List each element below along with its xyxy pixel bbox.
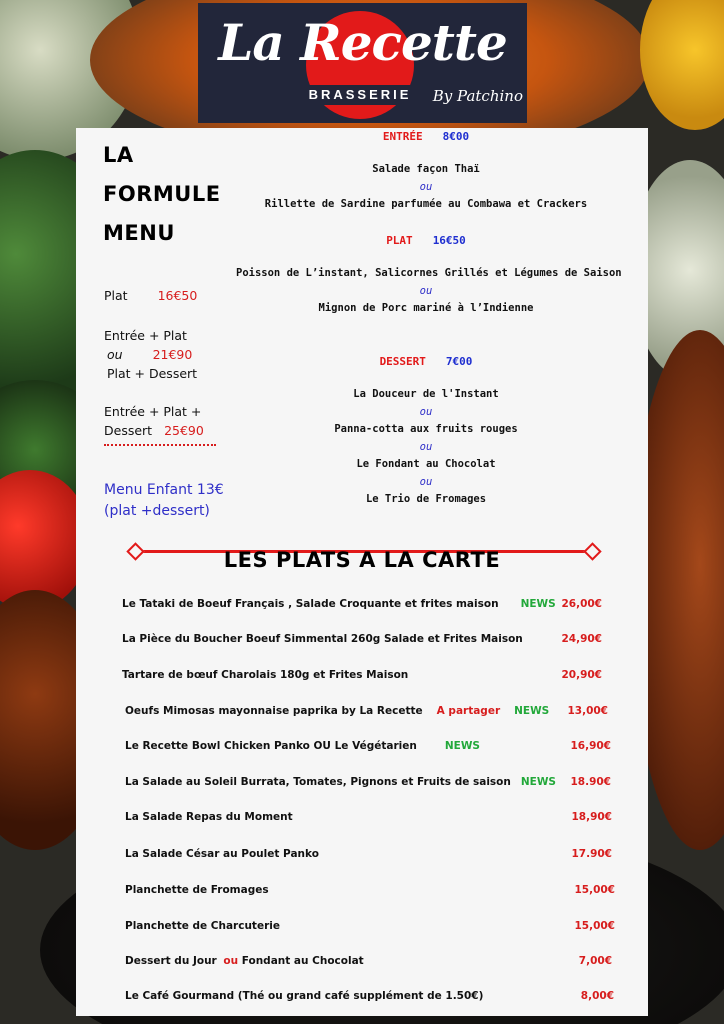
news-badge: NEWS	[444, 740, 480, 752]
dessert-dish: Le Fondant au Chocolat	[356, 458, 496, 470]
dessert-dish: Le Trio de Fromages	[365, 493, 487, 505]
ou-label: ou	[419, 406, 433, 418]
dessert-dish: La Douceur de l'Instant	[353, 388, 499, 400]
ou-label: ou	[419, 181, 433, 193]
formule-option-plat: Plat 16€50	[104, 288, 198, 303]
formule-title: LA FORMULE MENU	[103, 143, 221, 245]
logo-name: La Recette	[218, 13, 507, 72]
carte-item: Dessert du Jour ou Fondant au Chocolat 7,00€	[125, 955, 612, 967]
carte-item: Tartare de bœuf Charolais 180g et Frites Maison 20,90€	[122, 669, 602, 681]
dessert-dish: Panna-cotta aux fruits rouges	[334, 423, 518, 435]
menu-card	[76, 128, 648, 1016]
partager-badge: A partager	[436, 705, 501, 717]
plat-dish: Poisson de L’instant, Salicornes Grillés et Légumes de Saison	[236, 267, 622, 279]
carte-title: LES PLATS A LA CARTE	[223, 548, 501, 572]
carte-item: Planchette de Fromages 15,00€	[125, 884, 615, 896]
news-badge: NEWS	[514, 705, 550, 717]
menu-enfant: Menu Enfant 13€ (plat +dessert)	[104, 482, 224, 519]
carte-item: Planchette de Charcuterie 15,00€	[125, 920, 615, 932]
entree-dish: Rillette de Sardine parfumée au Combawa et Crackers	[264, 198, 588, 210]
carte-item: Le Recette Bowl Chicken Panko OU Le Végétarien NEWS 16,90€	[125, 740, 611, 752]
carte-item: La Salade Repas du Moment 18,90€	[125, 811, 612, 823]
carte-item: Le Café Gourmand (Thé ou grand café supplément de 1.50€) 8,00€	[125, 990, 614, 1002]
dotted-separator	[104, 444, 216, 446]
plat-dish: Mignon de Porc mariné à l’Indienne	[318, 302, 534, 314]
entree-heading: ENTRÉE 8€00	[382, 130, 470, 143]
ou-label: ou	[419, 285, 433, 297]
logo-subtitle: BRASSERIE	[270, 85, 450, 105]
news-badge: NEWS	[520, 598, 556, 610]
carte-item: Le Tataki de Boeuf Français , Salade Croquante et frites maison NEWS 26,00€	[122, 598, 602, 610]
formule-option-entree-plat: Entrée + Plat ou 21€90 Plat + Dessert	[104, 328, 198, 381]
plat-heading: PLAT 16€50	[386, 234, 466, 247]
ou-label: ou	[419, 476, 433, 488]
entree-dish: Salade façon Thaï	[372, 163, 480, 175]
ou-label: ou	[419, 441, 433, 453]
logo-signature: By Patchino	[432, 87, 523, 105]
brand-logo	[198, 3, 527, 123]
dessert-heading: DESSERT 7€00	[379, 355, 473, 368]
carte-item: Oeufs Mimosas mayonnaise paprika by La Recette A partager NEWS 13,00€	[125, 705, 608, 717]
formule-option-complete: Entrée + Plat + Dessert 25€90	[104, 404, 204, 438]
news-badge: NEWS	[520, 776, 556, 788]
carte-item: La Pièce du Boucher Boeuf Simmental 260g Salade et Frites Maison 24,90€	[122, 633, 602, 645]
carte-item: La Salade César au Poulet Panko 17.90€	[125, 848, 612, 860]
carte-item: La Salade au Soleil Burrata, Tomates, Pignons et Fruits de saison NEWS 18.90€	[125, 776, 611, 788]
